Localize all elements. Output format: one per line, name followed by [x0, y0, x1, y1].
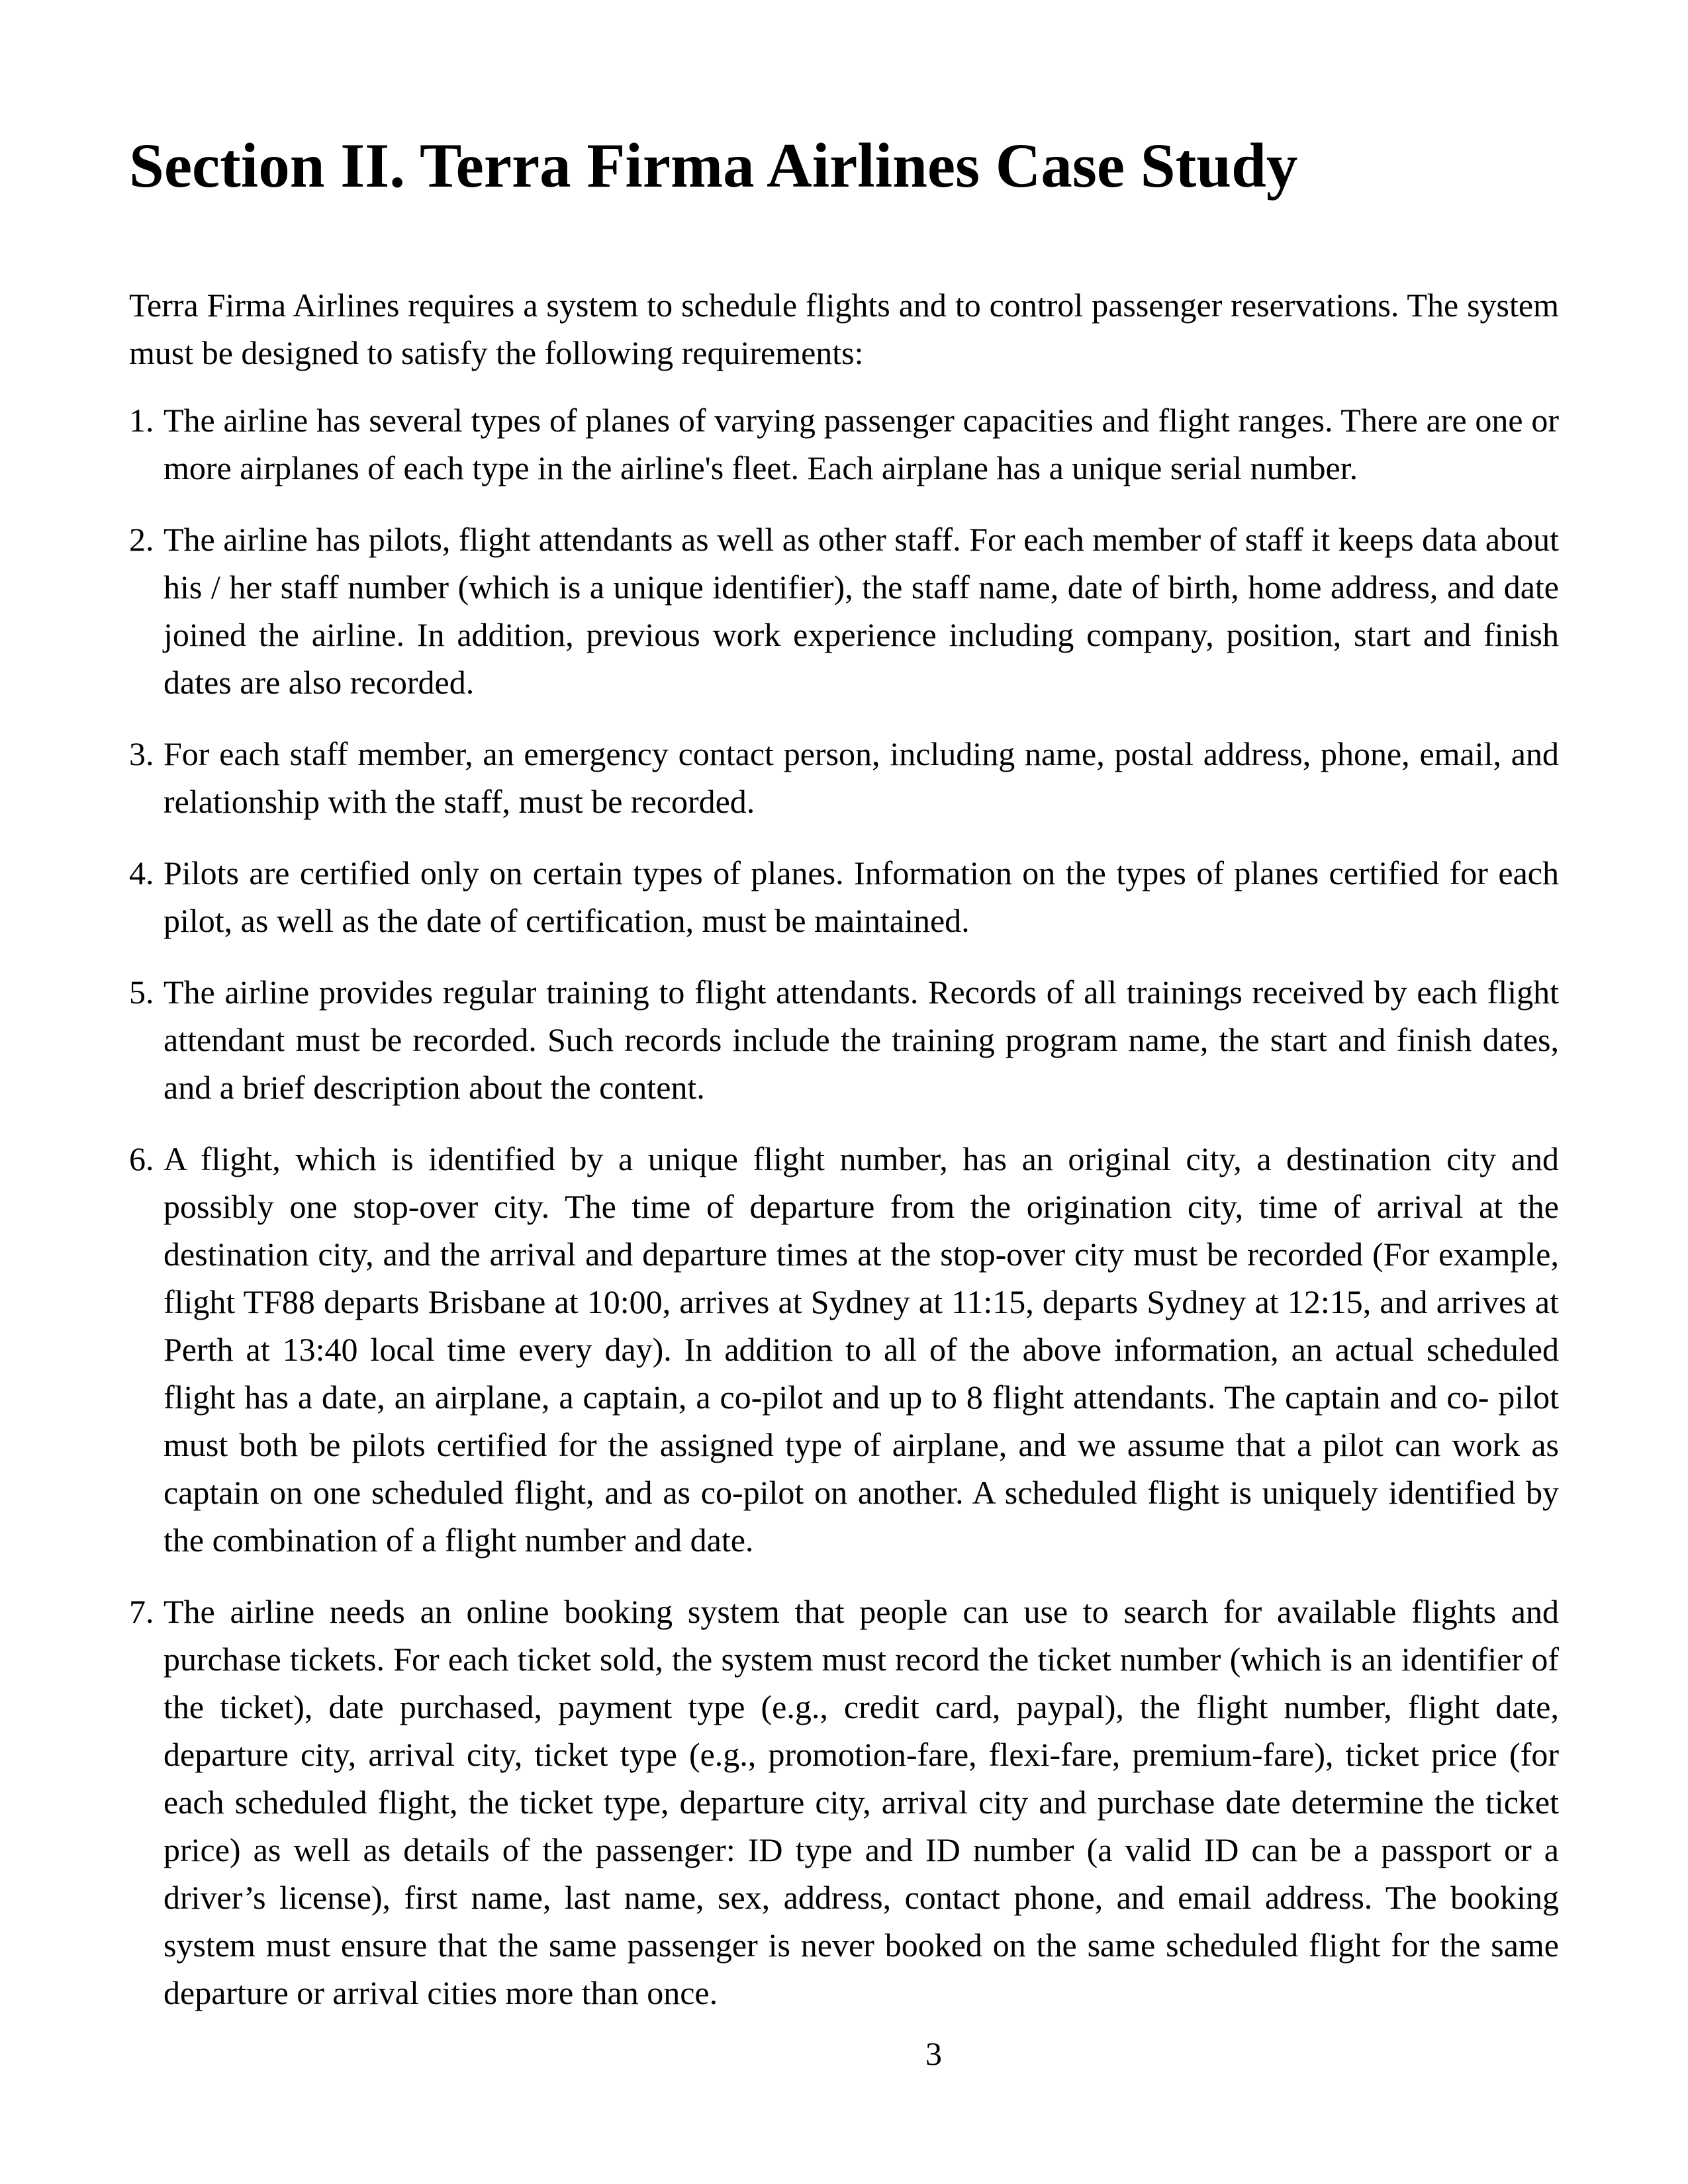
requirement-number: 1. [129, 402, 154, 439]
requirement-item-6 [129, 1135, 1559, 1564]
requirement-item-2 [129, 516, 1559, 706]
requirement-text: The airline has several types of planes of varying passenger capacities and flight ranges. There are one or more airplanes of each type in the airline's fleet. Each airplane has a unique serial number. [164, 402, 1559, 486]
requirement-item-5 [129, 968, 1559, 1111]
requirement-text: For each staff member, an emergency contact person, including name, postal address, phone, email, and relationship with the staff, must be recorded. [164, 735, 1559, 820]
requirement-text: A flight, which is identified by a unique flight number, has an original city, a destination city and possibly one stop-over city. The time of departure from the origination city, time of arrival at the destination city, and the arrival and departure times at the stop-over city must be recorded (For example, flight TF88 departs Brisbane at 10:00, arrives at Sydney at 11:15, departs Sydney at 12:15, and arrives at Perth at 13:40 local time every day). In addition to all of the above information, an actual scheduled flight has a date, an airplane, a captain, a co-pilot and up to 8 flight attendants. The captain and co- pilot must both be pilots certified for the assigned type of airplane, and we assume that a pilot can work as captain on one scheduled flight, and as co-pilot on another. A scheduled flight is uniquely identified by the combination of a flight number and date. [164, 1140, 1559, 1559]
intro-paragraph: Terra Firma Airlines requires a system to schedule flights and to control passenger reservations. The system must be designed to satisfy the following requirements: [129, 287, 1559, 371]
requirement-text: Pilots are certified only on certain types of planes. Information on the types of planes certified for each pilot, as well as the date of certification, must be maintained. [164, 854, 1559, 939]
requirement-text: The airline provides regular training to flight attendants. Records of all trainings received by each flight attendant must be recorded. Such records include the training program name, the start and finish dates, and a brief description about the content. [164, 974, 1559, 1106]
requirement-item-4 [129, 849, 1559, 944]
requirement-number: 3. [129, 735, 154, 772]
requirement-number: 2. [129, 521, 154, 558]
requirements-list [129, 396, 1559, 2017]
requirement-item-7 [129, 1588, 1559, 2017]
requirement-item-3 [129, 730, 1559, 825]
requirement-number: 6. [129, 1140, 154, 1177]
requirement-number: 5. [129, 974, 154, 1011]
requirement-text: The airline needs an online booking system that people can use to search for available flights and purchase tickets. For each ticket sold, the system must record the ticket number (which is an identifier of the ticket), date purchased, payment type (e.g., credit card, paypal), the flight number, flight date, departure city, arrival city, ticket type (e.g., promotion-fare, flexi-fare, premium-fare), ticket price (for each scheduled flight, the ticket type, departure city, arrival city and purchase date determine the ticket price) as well as details of the passenger: ID type and ID number (a valid ID can be a passport or a driver’s license), first name, last name, sex, address, contact phone, and email address. The booking system must ensure that the same passenger is never booked on the same scheduled flight for the same departure or arrival cities more than once. [164, 1593, 1559, 2011]
requirement-text: The airline has pilots, flight attendants as well as other staff. For each member of staff it keeps data about his / her staff number (which is a unique identifier), the staff name, date of birth, home address, and date joined the airline. In addition, previous work experience including company, position, start and finish dates are also recorded. [164, 521, 1559, 701]
requirement-number: 4. [129, 854, 154, 891]
requirement-item-1 [129, 396, 1559, 492]
page-number: 3 [925, 2035, 942, 2072]
requirement-number: 7. [129, 1593, 154, 1630]
section-title: Section II. Terra Firma Airlines Case Study [129, 130, 1298, 201]
